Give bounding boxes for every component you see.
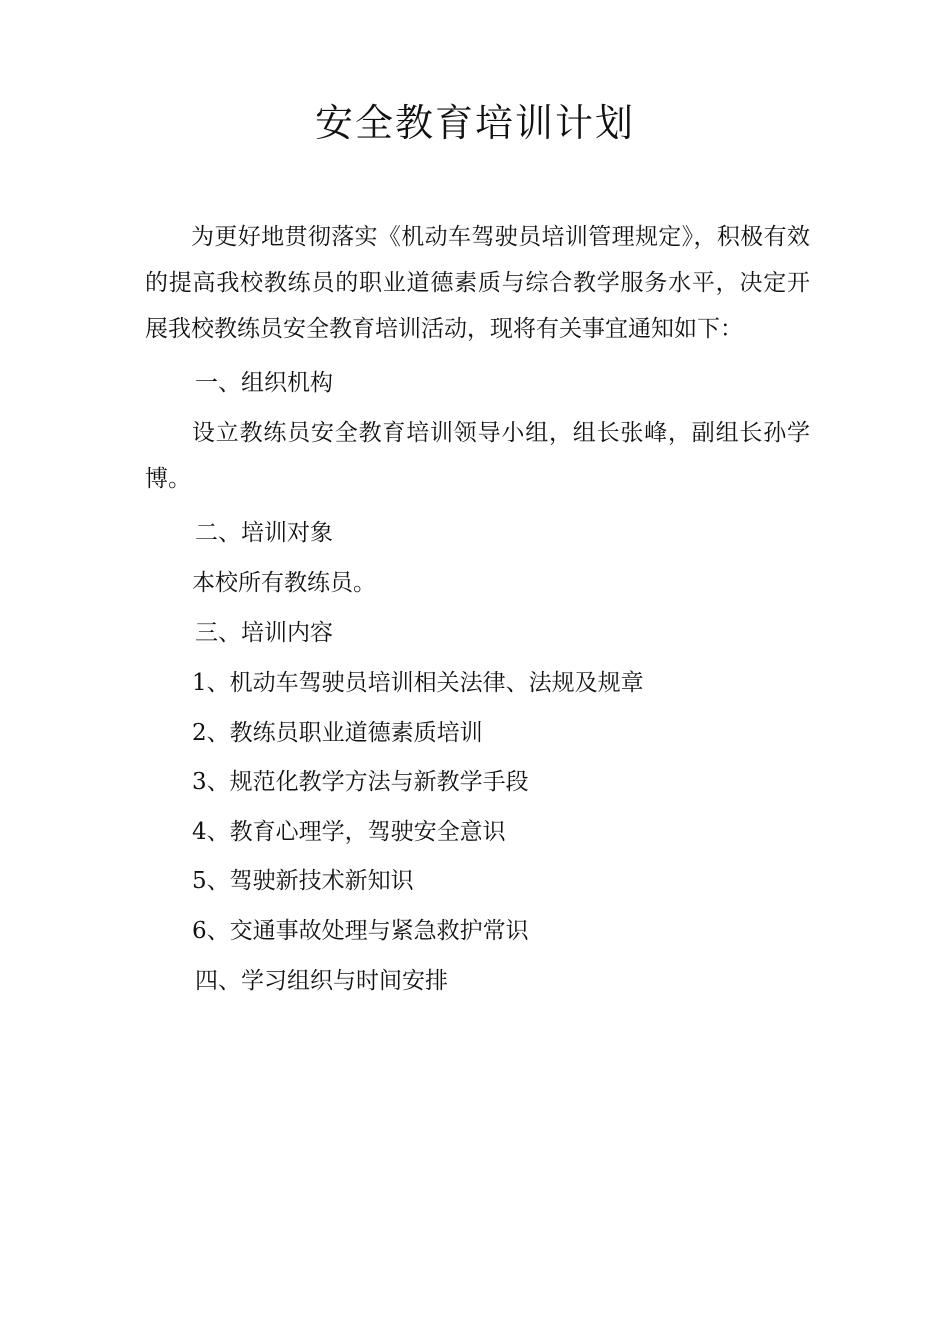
content-list-item: 6、交通事故处理与紧急救护常识 (192, 918, 529, 944)
section-heading-content: 三、培训内容 (195, 620, 333, 646)
content-list-item: 4、教育心理学，驾驶安全意识 (192, 819, 506, 845)
section-heading-schedule: 四、学习组织与时间安排 (195, 968, 448, 994)
section-heading-audience: 二、培训对象 (195, 520, 333, 546)
section-body-organization: 设立教练员安全教育培训领导小组，组长张峰，副组长孙学博。 (145, 420, 810, 492)
intro-paragraph: 为更好地贯彻落实《机动车驾驶员培训管理规定》，积极有效的提高我校教练员的职业道德素质与综合教学服务水平，决定开展我校教练员安全教育培训活动，现将有关事宜通知如下： (145, 224, 810, 342)
section-body-audience: 本校所有教练员。 (192, 570, 376, 596)
content-list-item: 3、规范化教学方法与新教学手段 (192, 769, 529, 795)
content-list-item: 5、驾驶新技术新知识 (192, 868, 414, 894)
document-title: 安全教育培训计划 (314, 101, 635, 145)
section-heading-organization: 一、组织机构 (195, 370, 333, 396)
content-list-item: 1、机动车驾驶员培训相关法律、法规及规章 (192, 670, 644, 696)
content-list-item: 2、教练员职业道德素质培训 (192, 720, 483, 746)
